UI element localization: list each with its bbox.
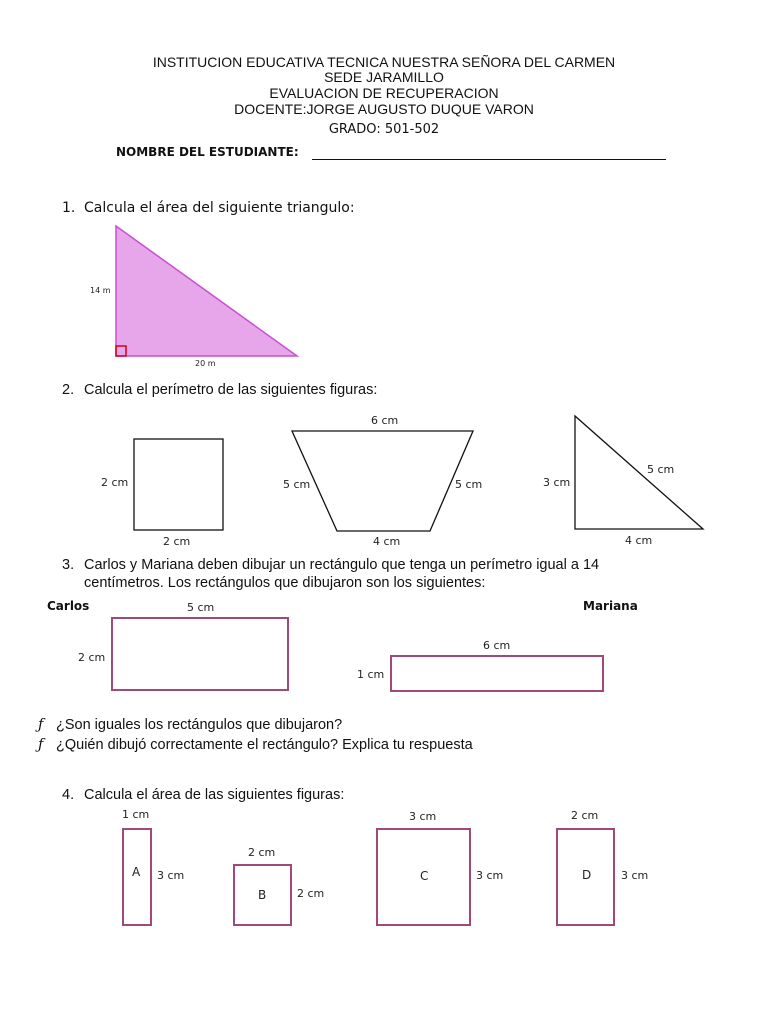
- carlos-width-label: 5 cm: [187, 601, 215, 614]
- shape-a-letter: A: [132, 865, 141, 879]
- q2-triangle-height-label: 3 cm: [543, 476, 571, 489]
- q2-trapezoid-left-label: 5 cm: [283, 478, 311, 491]
- mariana-width-label: 6 cm: [483, 639, 511, 652]
- q2-square-side-label: 2 cm: [101, 476, 129, 489]
- question-4-number: 4.: [62, 787, 75, 803]
- exam-title: EVALUACION DE RECUPERACION: [269, 85, 499, 101]
- student-name-label: NOMBRE DEL ESTUDIANTE:: [116, 145, 299, 159]
- shape-c-height-label: 3 cm: [476, 869, 504, 882]
- grade-label: GRADO: 501-502: [328, 122, 440, 137]
- mariana-name-label: Mariana: [583, 599, 638, 613]
- question-1-number: 1.: [62, 200, 76, 216]
- shape-d-letter: D: [582, 868, 592, 882]
- school-name: INSTITUCION EDUCATIVA TECNICA NUESTRA SEÑORA DEL CARMEN: [152, 54, 616, 70]
- shape-a-width-label: 1 cm: [122, 808, 150, 821]
- q2-trapezoid-top-label: 6 cm: [371, 414, 399, 427]
- question-2-text: Calcula el perímetro de las siguientes figuras:: [84, 382, 378, 398]
- shape-c-letter: C: [420, 869, 429, 883]
- q1-base-label: 20 m: [195, 359, 216, 368]
- q2-trapezoid-right-label: 5 cm: [455, 478, 483, 491]
- bullet-mark: ƒ: [38, 717, 44, 733]
- carlos-height-label: 2 cm: [78, 651, 106, 664]
- question-2-number: 2.: [62, 382, 75, 398]
- question-1-text: Calcula el área del siguiente triangulo:: [84, 200, 355, 216]
- shape-d-width-label: 2 cm: [571, 809, 599, 822]
- shape-b-width-label: 2 cm: [248, 846, 276, 859]
- q2-square-bottom-label: 2 cm: [163, 535, 191, 548]
- bullet-mark: ƒ: [38, 737, 44, 753]
- question-3-text-line1: Carlos y Mariana deben dibujar un rectángulo que tenga un perímetro igual a 14: [84, 557, 600, 573]
- shape-d-height-label: 3 cm: [621, 869, 649, 882]
- shape-b-height-label: 2 cm: [297, 887, 325, 900]
- question-4-text: Calcula el área de las siguientes figuras:: [84, 787, 345, 803]
- question-3-number: 3.: [62, 557, 75, 573]
- shape-c-width-label: 3 cm: [409, 810, 437, 823]
- q2-triangle-hyp-label: 5 cm: [647, 463, 675, 476]
- campus-name: SEDE JARAMILLO: [324, 69, 444, 85]
- shape-b-letter: B: [258, 888, 267, 902]
- shape-a-height-label: 3 cm: [157, 869, 185, 882]
- q3-subquestion-1-text: ¿Son iguales los rectángulos que dibujaron?: [56, 717, 343, 733]
- teacher-name: DOCENTE:JORGE AUGUSTO DUQUE VARON: [234, 101, 534, 117]
- q2-triangle-base-label: 4 cm: [625, 534, 653, 547]
- q3-subquestion-2-text: ¿Quién dibujó correctamente el rectángulo? Explica tu respuesta: [56, 737, 473, 753]
- carlos-name-label: Carlos: [47, 599, 90, 613]
- q1-height-label: 14 m: [90, 286, 111, 295]
- q2-trapezoid-bottom-label: 4 cm: [373, 535, 401, 548]
- question-3-text-line2: centímetros. Los rectángulos que dibujaron son los siguientes:: [84, 575, 486, 591]
- mariana-height-label: 1 cm: [357, 668, 385, 681]
